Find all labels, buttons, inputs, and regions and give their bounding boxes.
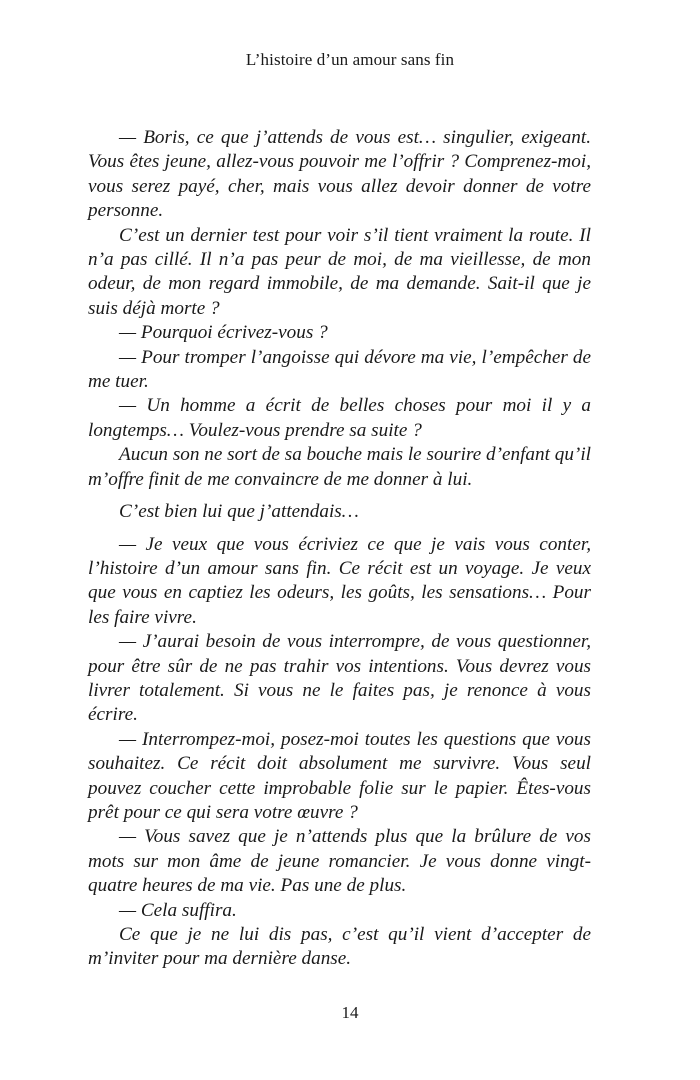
paragraph: — Un homme a écrit de belles choses pour moi il y a longtemps… Voulez-vous prendre sa suite ? (88, 395, 591, 441)
paragraph: — Cela suffira. (119, 899, 237, 921)
page-number: 14 (341, 1003, 359, 1022)
paragraph: — Boris, ce que j’attends de vous est… singulier, exigeant. Vous êtes jeune, allez-vous pouvoir me l’offrir ? Comprenez-moi, vous serez payé, cher, mais vous allez devoir donner de votre personne. (88, 127, 591, 222)
paragraph: — Pourquoi écrivez-vous ? (119, 322, 328, 344)
paragraph: — Pour tromper l’angoisse qui dévore ma vie, l’empêcher de me tuer. (88, 346, 591, 393)
paragraph: C’est un dernier test pour voir s’il tient vraiment la route. Il n’a pas cillé. Il n’a pas peur de moi, de ma vieillesse, de mon odeur, de mon regard immobile, de ma demande. Sait-il que je suis déjà morte ? (88, 224, 591, 319)
paragraph: Aucun son ne sort de sa bouche mais le sourire d’enfant qu’il m’offre finit de me convaincre de me donner à lui. (88, 444, 591, 490)
running-header: L’histoire d’un amour sans fin (245, 50, 455, 69)
paragraph: — J’aurai besoin de vous interrompre, de vous questionner, pour être sûr de ne pas trahir vos intentions. Vous devrez vous livrer totalement. Si vous ne le faites pas, je renonce à vous écrire. (88, 631, 591, 726)
paragraph: — Je veux que vous écriviez ce que je vais vous conter, l’histoire d’un amour sans fin. Ce récit est un voyage. Je veux que vous en captiez les odeurs, les goûts, les sensations… Pour les faire vivre. (88, 533, 591, 628)
paragraph: C’est bien lui que j’attendais… (119, 501, 359, 523)
body-text (88, 126, 591, 972)
paragraph: — Interrompez-moi, posez-moi toutes les questions que vous souhaitez. Ce récit doit absolument me survivre. Vous seul pouvez coucher cette improbable folie sur le papier. Êtes-vous prêt pour ce qui sera votre œuvre ? (88, 728, 591, 823)
paragraph: — Vous savez que je n’attends plus que la brûlure de vos mots sur mon âme de jeune romancier. Je vous donne vingt-quatre heures de ma vie. Pas une de plus. (88, 826, 591, 897)
paragraph: Ce que je ne lui dis pas, c’est qu’il vient d’accepter de m’inviter pour ma dernière danse. (88, 924, 591, 970)
